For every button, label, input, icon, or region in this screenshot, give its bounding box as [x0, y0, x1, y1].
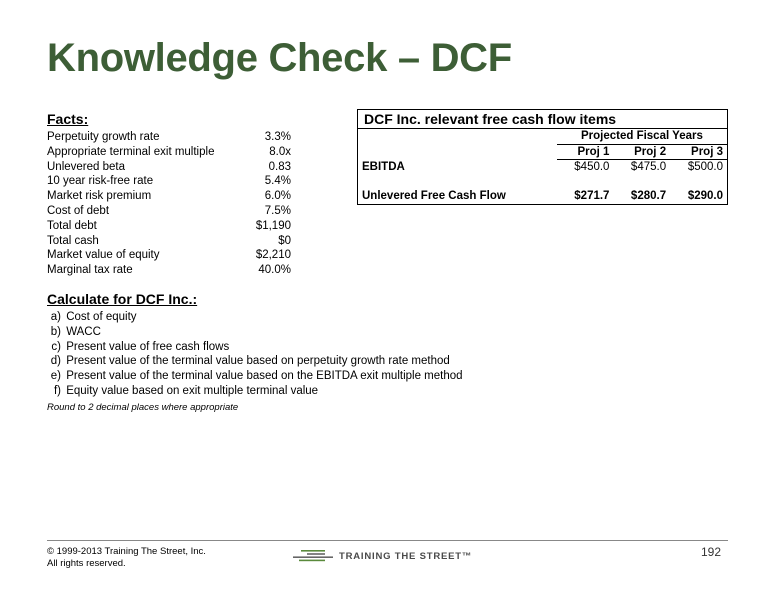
fact-value: 0.83 [268, 160, 291, 173]
fact-value: 6.0% [264, 190, 291, 203]
item-letter: f) [53, 384, 61, 397]
list-item [47, 340, 547, 355]
fact-value: 8.0x [269, 145, 291, 158]
fact-row [47, 130, 291, 145]
fact-row [47, 234, 291, 249]
fact-value: $2,210 [255, 249, 291, 262]
table-row [358, 189, 728, 204]
item-letter: d) [50, 355, 61, 368]
list-item [47, 369, 547, 384]
column-header: Proj 1 [557, 144, 614, 160]
item-letter: e) [50, 370, 61, 383]
logo-stripes-icon [293, 550, 333, 562]
calculate-section [47, 290, 547, 413]
cell-value: $290.0 [687, 190, 723, 203]
fact-row [47, 204, 291, 219]
table-row [358, 160, 728, 175]
fact-value: 5.4% [264, 175, 291, 188]
fact-label: Total cash [47, 234, 99, 247]
cell-value: $450.0 [574, 161, 610, 174]
training-the-street-logo [293, 549, 472, 563]
page-number: 192 [700, 545, 721, 559]
fact-label: Perpetuity growth rate [47, 131, 160, 143]
list-item [47, 354, 547, 369]
fact-value: $0 [278, 234, 291, 247]
fact-row [47, 219, 291, 234]
fact-label: Marginal tax rate [47, 264, 133, 277]
item-letter: c) [51, 340, 61, 353]
column-header: Proj 2 [613, 144, 670, 160]
facts-section [47, 110, 291, 278]
item-text: Present value of the terminal value based on the EBITDA exit multiple method [66, 370, 463, 383]
fact-label: Total debt [47, 219, 97, 232]
fact-row [47, 145, 291, 160]
fact-row [47, 263, 291, 278]
fact-row [47, 248, 291, 263]
slide-title: Knowledge Check – DCF [47, 36, 512, 80]
projected-years-header: Projected Fiscal Years [557, 129, 728, 145]
fact-label: Appropriate terminal exit multiple [47, 145, 215, 158]
calculate-heading: Calculate for DCF Inc.: [47, 291, 198, 307]
list-item [47, 325, 547, 340]
row-label: EBITDA [362, 160, 405, 173]
fact-label: 10 year risk-free rate [47, 175, 154, 188]
cell-value: $475.0 [630, 161, 667, 174]
fact-value: $1,190 [255, 219, 291, 232]
row-label: Unlevered Free Cash Flow [362, 190, 506, 203]
copyright-line: © 1999-2013 Training The Street, Inc. [47, 546, 206, 557]
item-text: WACC [66, 325, 101, 338]
column-header: Proj 3 [670, 144, 727, 160]
logo-text: TRAINING THE STREET™ [339, 550, 473, 562]
copyright-line: All rights reserved. [47, 558, 126, 569]
fact-label: Market risk premium [47, 190, 152, 203]
fcf-table-title: DCF Inc. relevant free cash flow items [358, 110, 728, 129]
fact-row [47, 189, 291, 204]
fact-value: 3.3% [264, 131, 291, 143]
cell-value: $280.7 [630, 190, 667, 203]
fact-label: Market value of equity [47, 249, 160, 262]
fact-value: 40.0% [258, 264, 291, 277]
item-text: Present value of the terminal value based on perpetuity growth rate method [66, 355, 450, 368]
cell-value: $271.7 [574, 190, 610, 203]
item-text: Present value of free cash flows [66, 340, 230, 353]
footer-divider [47, 540, 728, 541]
fact-label: Cost of debt [47, 204, 110, 217]
facts-heading: Facts: [47, 111, 89, 127]
fcf-table [357, 109, 728, 205]
item-letter: b) [50, 325, 61, 338]
cell-value: $500.0 [687, 161, 723, 174]
item-text: Equity value based on exit multiple terminal value [66, 384, 319, 397]
rounding-note: Round to 2 decimal places where appropriate [47, 401, 239, 413]
list-item [47, 384, 547, 399]
item-letter: a) [50, 311, 61, 323]
fact-label: Unlevered beta [47, 160, 125, 173]
fact-value: 7.5% [264, 204, 291, 217]
list-item [47, 310, 547, 325]
item-text: Cost of equity [66, 311, 137, 323]
fact-row [47, 174, 291, 189]
fact-row [47, 160, 291, 175]
copyright [47, 546, 206, 570]
